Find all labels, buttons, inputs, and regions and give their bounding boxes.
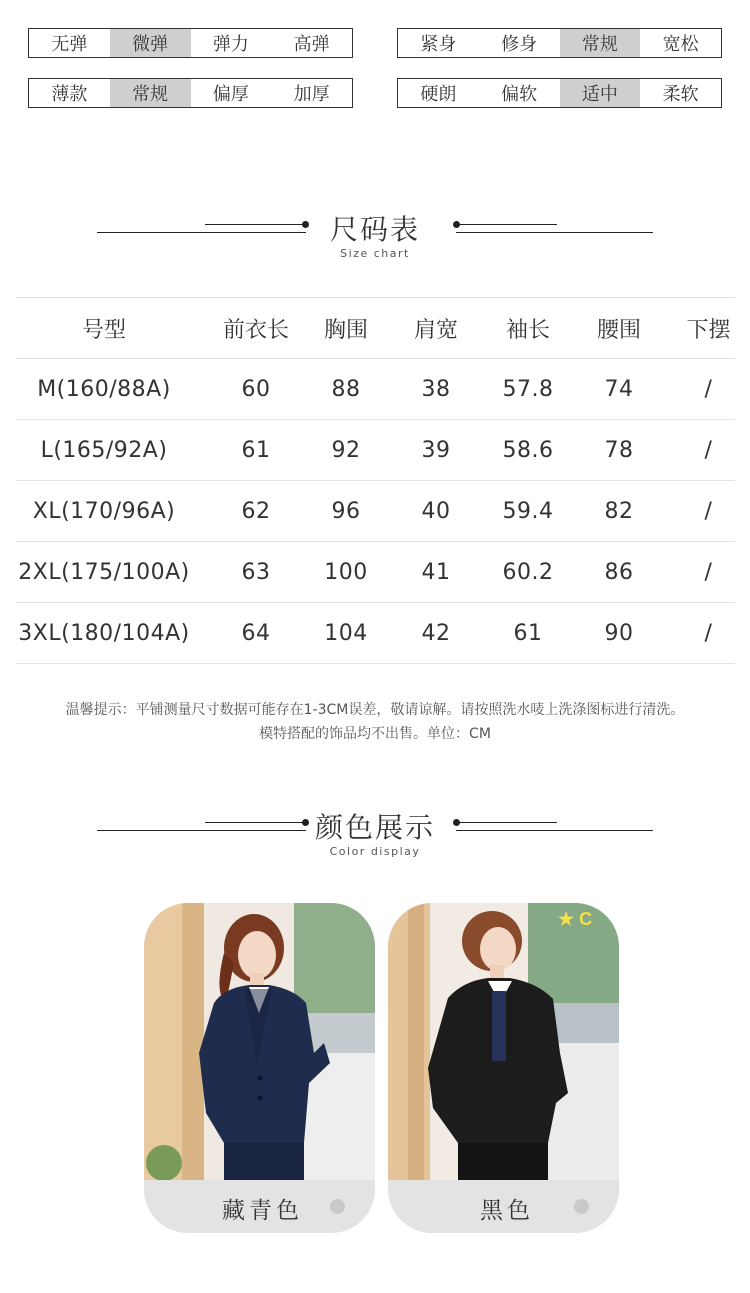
- table-cell: 62: [192, 481, 320, 542]
- attr-option: 微弹: [110, 29, 191, 57]
- attr-option: 常规: [560, 29, 641, 57]
- table-cell: 64: [192, 603, 320, 664]
- table-cell: 2XL(175/100A): [16, 542, 192, 603]
- thickness-selector: [28, 78, 353, 108]
- attr-option: 高弹: [293, 34, 330, 55]
- table-cell: 42: [372, 603, 500, 664]
- size-table-grid: [16, 297, 735, 664]
- table-header-row: [16, 298, 735, 359]
- table-cell: 61: [192, 420, 320, 481]
- fit-selector: [397, 28, 722, 58]
- table-row: [16, 481, 735, 542]
- color-display-subtitle: Color display: [329, 845, 421, 858]
- table-cell: 82: [556, 481, 682, 542]
- col-header: 前衣长: [192, 298, 320, 359]
- table-cell: 38: [372, 359, 500, 420]
- table-cell: 3XL(180/104A): [16, 603, 192, 664]
- col-header: 胸围: [320, 298, 372, 359]
- col-header: 袖长: [500, 298, 556, 359]
- table-cell: L(165/92A): [16, 420, 192, 481]
- accessory-note: 模特搭配的饰品均不出售。单位：CM: [259, 726, 491, 742]
- table-cell: 58.6: [500, 420, 556, 481]
- attr-option: 加厚: [293, 84, 330, 105]
- col-header: 腰围: [556, 298, 682, 359]
- swatch-dot-icon: [330, 1199, 345, 1214]
- table-cell: /: [682, 359, 735, 420]
- attr-option: 柔软: [662, 84, 699, 105]
- table-cell: 78: [556, 420, 682, 481]
- heading-rule: [456, 232, 653, 233]
- attr-option: 适中: [560, 79, 641, 107]
- table-cell: 41: [372, 542, 500, 603]
- heading-rule: [456, 830, 653, 831]
- table-cell: 39: [372, 420, 500, 481]
- navy-suit-photo: [144, 903, 375, 1180]
- table-cell: /: [682, 420, 735, 481]
- table-cell: /: [682, 481, 735, 542]
- svg-text:★ C: ★ C: [558, 909, 593, 929]
- attr-option: 修身: [501, 34, 538, 55]
- attr-option: 偏厚: [212, 84, 249, 105]
- col-header: 肩宽: [372, 298, 500, 359]
- attr-option: 弹力: [212, 34, 249, 55]
- color-card-black[interactable]: [388, 903, 619, 1233]
- attr-option: 硬朗: [420, 84, 457, 105]
- attr-option: 无弹: [51, 34, 88, 55]
- table-cell: 86: [556, 542, 682, 603]
- black-suit-photo: [388, 903, 619, 1180]
- table-cell: 90: [556, 603, 682, 664]
- heading-rule: [456, 822, 557, 823]
- softness-selector: [397, 78, 722, 108]
- color-label-bar: [144, 1180, 375, 1233]
- attr-option: 薄款: [51, 84, 88, 105]
- table-cell: 92: [320, 420, 372, 481]
- table-cell: 104: [320, 603, 372, 664]
- attr-option: 宽松: [662, 34, 699, 55]
- table-cell: 96: [320, 481, 372, 542]
- elasticity-selector: [28, 28, 353, 58]
- table-cell: 88: [320, 359, 372, 420]
- col-header: 号型: [16, 298, 192, 359]
- attr-option: 常规: [110, 79, 191, 107]
- table-row: [16, 359, 735, 420]
- table-cell: 61: [500, 603, 556, 664]
- color-name: 藏青色: [222, 1198, 303, 1224]
- attr-option: 偏软: [501, 84, 538, 105]
- color-display-title: 颜色展示: [314, 811, 435, 844]
- color-label-bar: [388, 1180, 619, 1233]
- table-cell: /: [682, 603, 735, 664]
- table-row: [16, 603, 735, 664]
- table-cell: 60.2: [500, 542, 556, 603]
- table-cell: 60: [192, 359, 320, 420]
- color-display-heading: [0, 798, 750, 858]
- table-cell: 100: [320, 542, 372, 603]
- color-name: 黑色: [480, 1198, 534, 1224]
- table-row: [16, 542, 735, 603]
- table-cell: XL(170/96A): [16, 481, 192, 542]
- size-chart-subtitle: Size chart: [340, 247, 410, 260]
- heading-rule: [456, 224, 557, 225]
- table-cell: 74: [556, 359, 682, 420]
- measurement-note: 温馨提示：平铺测量尺寸数据可能存在1-3CM误差，敬请谅解。请按照洗水唛上洗涤图标进行清洗。: [65, 702, 685, 718]
- table-cell: 63: [192, 542, 320, 603]
- table-cell: 57.8: [500, 359, 556, 420]
- size-chart-heading: [0, 200, 750, 260]
- table-cell: 59.4: [500, 481, 556, 542]
- table-cell: 40: [372, 481, 500, 542]
- table-row: [16, 420, 735, 481]
- attr-option: 紧身: [420, 34, 457, 55]
- table-cell: /: [682, 542, 735, 603]
- col-header: 下摆: [682, 298, 735, 359]
- color-card-navy[interactable]: [144, 903, 375, 1233]
- size-chart-title: 尺码表: [329, 213, 420, 246]
- table-cell: M(160/88A): [16, 359, 192, 420]
- swatch-dot-icon: [574, 1199, 589, 1214]
